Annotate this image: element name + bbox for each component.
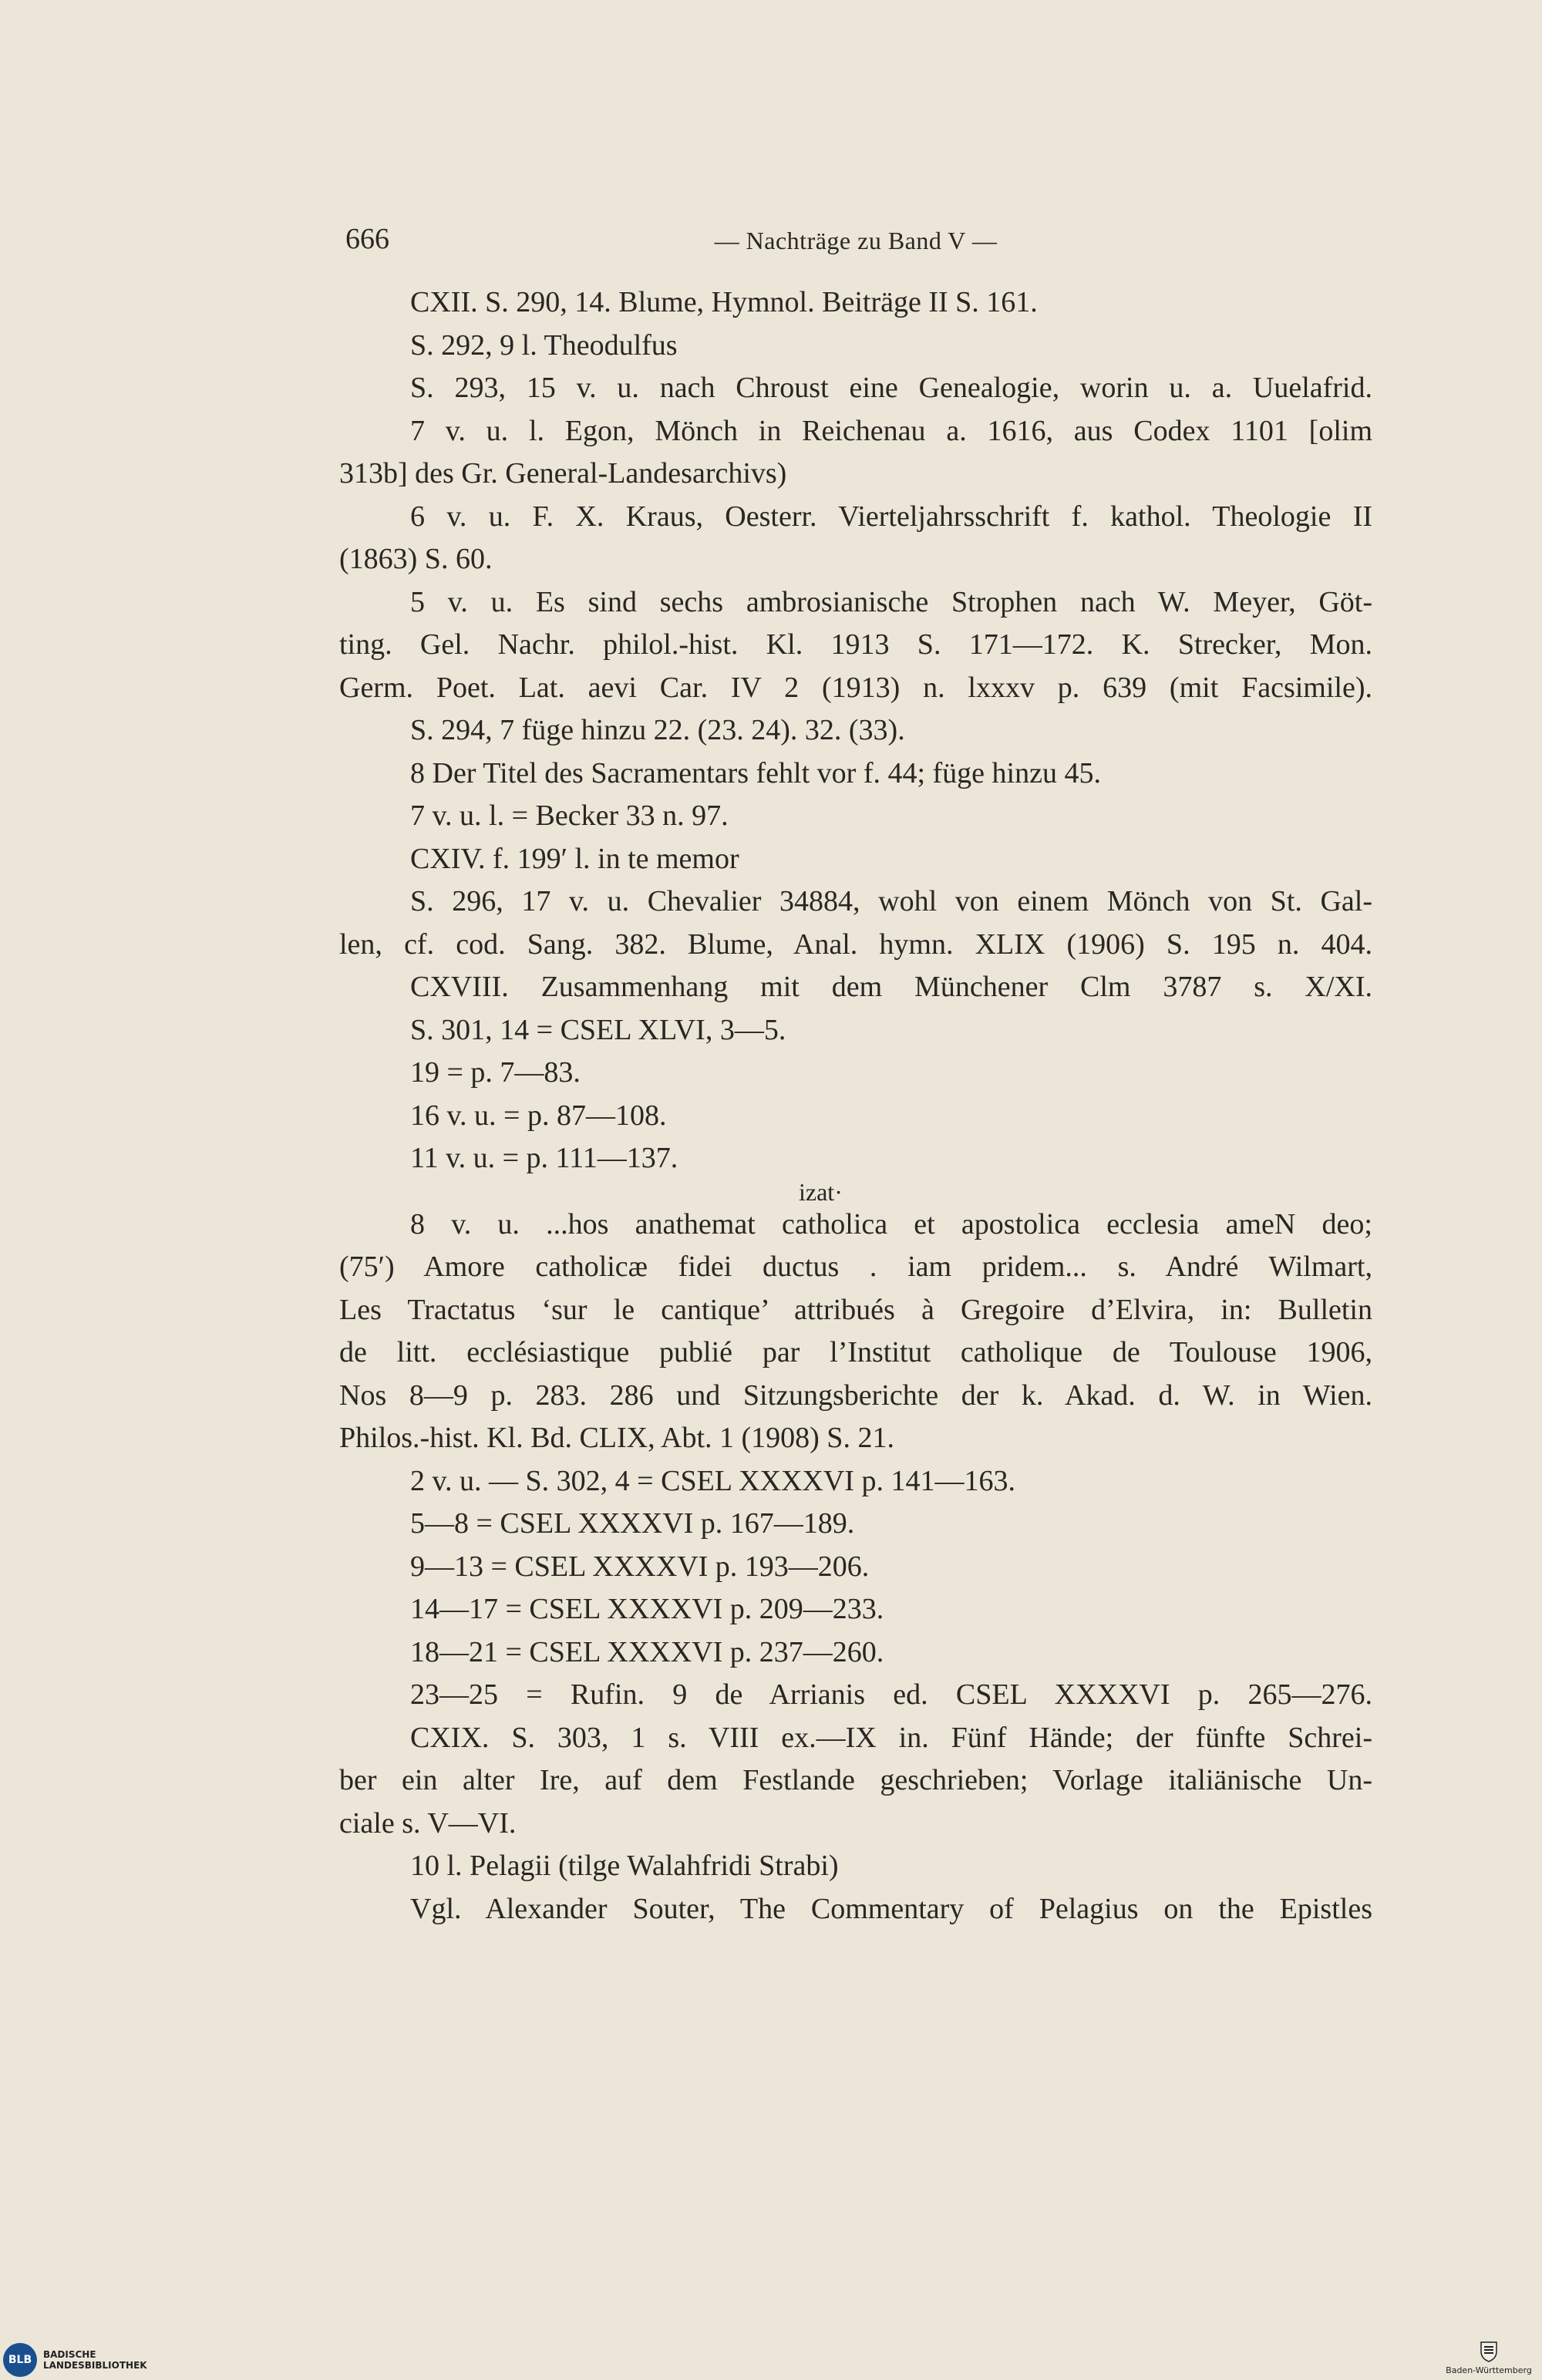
body-text (339, 281, 1372, 1931)
text-line: 5 v. u. Es sind sechs ambrosianische Strophen nach W. Meyer, Göt- (410, 585, 1372, 618)
text-line: 5—8 = CSEL XXXXVI p. 167—189. (410, 1507, 855, 1540)
region-branding (1439, 2341, 1539, 2375)
text-line: 8 Der Titel des Sacramentars fehlt vor f. 44; füge hinzu 45. (410, 756, 1101, 789)
text-line: len, cf. cod. Sang. 382. Blume, Anal. hymn. XLIX (1906) S. 195 n. 404. (339, 927, 1372, 961)
text-line: (1863) S. 60. (339, 543, 493, 575)
region-label: Baden-Württemberg (1446, 2365, 1532, 2375)
page-header (339, 222, 1372, 268)
text-line: 6 v. u. F. X. Kraus, Oesterr. Vierteljahrsschrift f. kathol. Theologie II (410, 500, 1372, 533)
text-line: Nos 8—9 p. 283. 286 und Sitzungsberichte der k. Akad. d. W. in Wien. (339, 1379, 1372, 1412)
interlinear-note: izat· (799, 1180, 843, 1203)
text-line: S. 301, 14 = CSEL XLVI, 3—5. (410, 1013, 786, 1046)
text-line: 19 = p. 7—83. (410, 1056, 581, 1089)
coat-of-arms-icon (1479, 2341, 1499, 2362)
text-line: S. 296, 17 v. u. Chevalier 34884, wohl von einem Mönch von St. Gal- (410, 885, 1372, 917)
text-line: 7 v. u. l. Egon, Mönch in Reichenau a. 1616, aus Codex 1101 [olim (410, 414, 1372, 447)
text-line: ting. Gel. Nachr. philol.-hist. Kl. 1913 S. 171—172. K. Strecker, Mon. (339, 628, 1372, 661)
text-line: Philos.-hist. Kl. Bd. CLIX, Abt. 1 (1908) S. 21. (339, 1422, 894, 1454)
running-title: — Nachträge zu Band V — (714, 227, 998, 254)
text-line: 2 v. u. — S. 302, 4 = CSEL XXXXVI p. 141—163. (410, 1464, 1015, 1497)
text-line: ciale s. V—VI. (339, 1806, 517, 1840)
library-name (43, 2349, 147, 2371)
text-line: CXIV. f. 199′ l. in te memor (410, 842, 739, 875)
blb-logo-icon: BLB (3, 2343, 37, 2377)
text-line: 11 v. u. = p. 111—137. (410, 1142, 678, 1174)
text-line: S. 292, 9 l. Theodulfus (410, 328, 678, 362)
library-name-line2: LANDESBIBLIOTHEK (43, 2360, 147, 2371)
text-line: Les Tractatus ‘sur le cantique’ attribués à Gregoire d’Elvira, in: Bulletin (339, 1293, 1372, 1326)
library-branding (0, 2340, 200, 2380)
text-line: Germ. Poet. Lat. aevi Car. IV 2 (1913) n. lxxxv p. 639 (mit Facsimile). (339, 671, 1372, 704)
text-line: 16 v. u. = p. 87—108. (410, 1099, 667, 1132)
library-name-line1: BADISCHE (43, 2349, 96, 2360)
text-line: 18—21 = CSEL XXXXVI p. 237—260. (410, 1635, 884, 1668)
text-line: (75′) Amore catholicæ fidei ductus . iam pridem... s. André Wilmart, (339, 1251, 1372, 1283)
text-line: CXII. S. 290, 14. Blume, Hymnol. Beiträge II S. 161. (410, 286, 1038, 318)
text-line: 313b] des Gr. General-Landesarchivs) (339, 457, 787, 490)
text-line: 8 v. u. ...hos anathemat catholica et apostolica ecclesia ameN deo; (410, 1207, 1372, 1240)
text-line: 7 v. u. l. = Becker 33 n. 97. (410, 800, 729, 832)
text-line: S. 294, 7 füge hinzu 22. (23. 24). 32. (33). (410, 714, 905, 746)
text-line: de litt. ecclésiastique publié par l’Institut catholique de Toulouse 1906, (339, 1336, 1372, 1368)
text-line: Vgl. Alexander Souter, The Commentary of Pelagius on the Epistles (410, 1892, 1372, 1925)
text-line: 10 l. Pelagii (tilge Walahfridi Strabi) (410, 1850, 839, 1882)
text-line: CXVIII. Zusammenhang mit dem Münchener Clm 3787 s. X/XI. (410, 971, 1372, 1003)
page-number: 666 (345, 223, 389, 255)
text-line: S. 293, 15 v. u. nach Chroust eine Genealogie, worin u. a. Uuelafrid. (410, 372, 1372, 404)
text-line: 14—17 = CSEL XXXXVI p. 209—233. (410, 1593, 884, 1625)
text-line: CXIX. S. 303, 1 s. VIII ex.—IX in. Fünf Hände; der fünfte Schrei- (410, 1721, 1372, 1754)
text-line: ber ein alter Ire, auf dem Festlande geschrieben; Vorlage italiänische Un- (339, 1764, 1372, 1796)
text-line: 9—13 = CSEL XXXXVI p. 193—206. (410, 1550, 870, 1583)
text-line: 23—25 = Rufin. 9 de Arrianis ed. CSEL XXXXVI p. 265—276. (410, 1678, 1372, 1711)
